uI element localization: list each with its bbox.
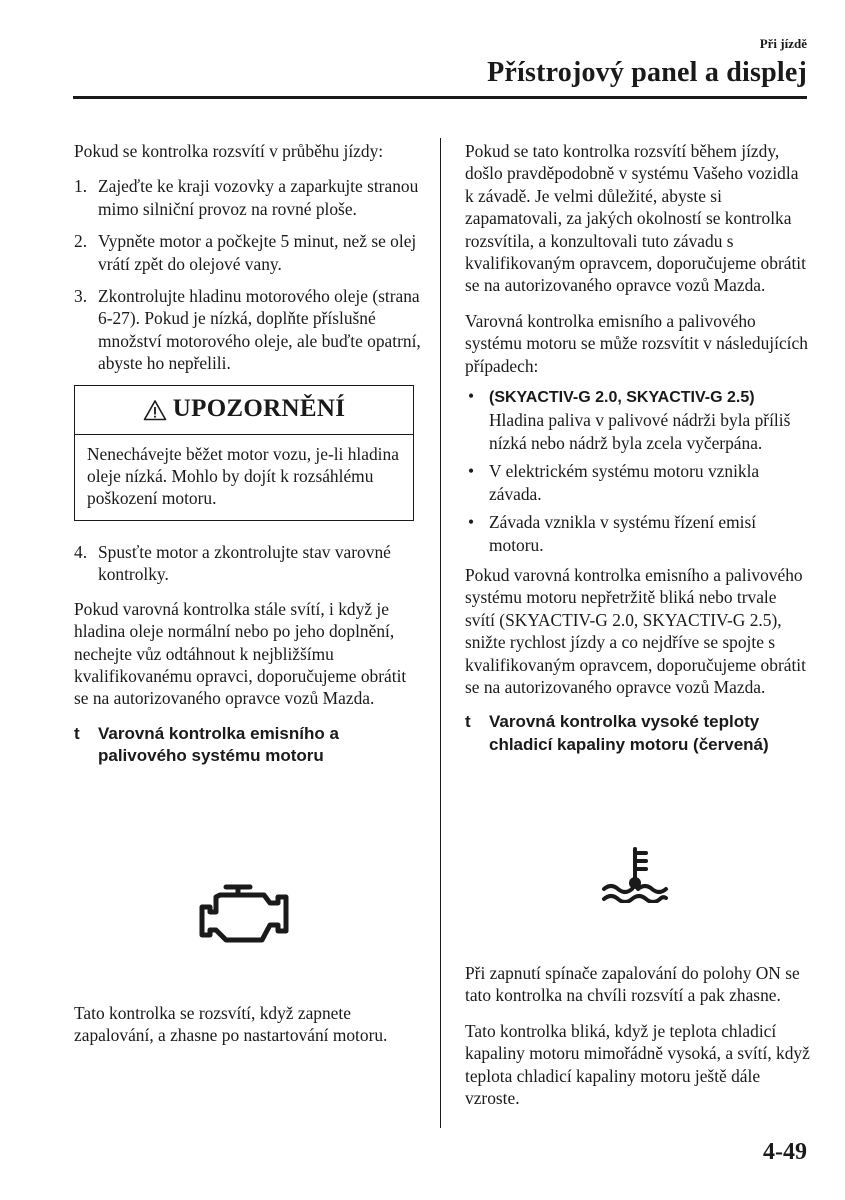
engine-check-icon	[198, 883, 292, 945]
left-intro: Pokud se kontrolka rozsvítí v průběhu jízdy:	[74, 141, 384, 161]
list-item: • V elektrickém systému motoru vznikla závada.	[468, 461, 760, 504]
warning-triangle-icon	[143, 399, 167, 421]
page-title: Přístrojový panel a displej	[487, 57, 807, 88]
list-item: • Závada vznikla v systému řízení emisí motoru.	[468, 512, 757, 555]
step-text: Zajeďte ke kraji vozovky a zaparkujte stranou mimo silniční provoz na rovné ploše.	[98, 176, 419, 219]
warning-box	[74, 385, 414, 521]
step-number: 4.	[74, 541, 88, 562]
step-number: 3.	[74, 286, 88, 307]
steps-list-continued	[74, 541, 424, 586]
paragraph: Tato kontrolka bliká, když je teplota chladicí kapaliny motoru mimořádně vysoká, a svítí, když teplota chladicí kapaliny motoru ještě dále vzroste.	[465, 1020, 810, 1109]
paragraph: Pokud varovná kontrolka stále svítí, i když je hladina oleje normální nebo po jeho doplnění, nechejte vůz odtáhnout k nejbližšímu kvalifikovanému opravci, doporučujeme obrátit se na autorizovaného opravce vozů Mazda.	[74, 598, 407, 709]
subheading-coolant-warning	[465, 711, 810, 756]
bullet-text: V elektrickém systému motoru vznikla závada.	[489, 461, 760, 504]
steps-list	[74, 175, 424, 374]
conditions-list	[465, 385, 810, 556]
coolant-temperature-icon	[600, 845, 670, 903]
header-rule	[73, 96, 807, 99]
paragraph: Tato kontrolka se rozsvítí, když zapnete zapalování, a zhasne po nastartování motoru.	[74, 1003, 388, 1046]
warning-title: UPOZORNĚNÍ	[172, 395, 346, 423]
engine-variant-label: (SKYACTIV-G 2.0, SKYACTIV-G 2.5)	[489, 389, 755, 407]
left-bottom	[74, 1002, 424, 1047]
left-column	[74, 140, 424, 768]
paragraph: Varovná kontrolka emisního a palivového systému motoru se může rozsvítit v následujících případech:	[465, 310, 808, 376]
paragraph: Při zapnutí spínače zapalování do polohy ON se tato kontrolka na chvíli rozsvítí a pak zhasne.	[465, 963, 800, 1006]
step-text: Vypněte motor a počkejte 5 minut, než se olej vrátí zpět do olejové vany.	[98, 231, 417, 274]
subheading-text: Varovná kontrolka emisního a palivového systému motoru	[98, 723, 339, 766]
subheading-marker: t	[74, 723, 80, 743]
paragraph: Pokud se tato kontrolka rozsvítí během jízdy, došlo pravděpodobně v systému Vašeho vozidla k závadě. Je velmi důležité, abyste si zapamatovali, za jakých okolností se kontrolka rozsvítila, a konzultovali tuto závadu s kvalifikovaným opravcem, doporučujeme obrátit se na autorizovaného opravce vozů Mazda.	[465, 141, 806, 296]
subheading-engine-warning	[74, 723, 424, 768]
bullet-text: Závada vznikla v systému řízení emisí motoru.	[489, 512, 757, 555]
step-text: Zkontrolujte hladinu motorového oleje (strana 6-27). Pokud je nízká, doplňte příslušné množství motorového oleje, ale buďte opatrní, abyste ho nepřelili.	[98, 286, 421, 374]
list-item	[74, 230, 424, 275]
step-text: Spusťte motor a zkontrolujte stav varovné kontrolky.	[98, 541, 391, 585]
page-number: 4-49	[763, 1139, 807, 1165]
warning-text: Nenechávejte běžet motor vozu, je-li hladina oleje nízká. Mohlo by dojít k rozsáhlému poškození motoru.	[87, 443, 399, 509]
list-item	[74, 285, 424, 375]
step-number: 2.	[74, 231, 88, 252]
right-column	[465, 140, 810, 757]
bullet-text: Hladina paliva v palivové nádrži byla příliš nízká nebo nádrž byla zcela vyčerpána.	[489, 410, 791, 453]
subheading-marker: t	[465, 712, 471, 732]
list-item: • (SKYACTIV-G 2.0, SKYACTIV-G 2.5) Hladina paliva v palivové nádrži byla příliš nízká nebo nádrž byla zcela vyčerpána.	[468, 386, 791, 453]
list-item	[74, 541, 424, 586]
warning-header	[75, 386, 413, 435]
subheading-text: Varovná kontrolka vysoké teploty chladicí kapaliny motoru (červená)	[489, 712, 769, 754]
step-number: 1.	[74, 176, 88, 197]
paragraph: Pokud varovná kontrolka emisního a palivového systému motoru nepřetržitě bliká nebo trvale svítí (SKYACTIV-G 2.0, SKYACTIV-G 2.5), snižte rychlost jízdy a co nejdříve se spojte s kvalifikovaným opravcem, doporučujeme obrátit se na autorizovaného opravce vozů Mazda.	[465, 564, 806, 697]
section-label: Při jízdě	[759, 36, 807, 51]
list-item	[74, 175, 424, 220]
right-bottom	[465, 962, 810, 1109]
column-divider	[440, 138, 441, 1128]
